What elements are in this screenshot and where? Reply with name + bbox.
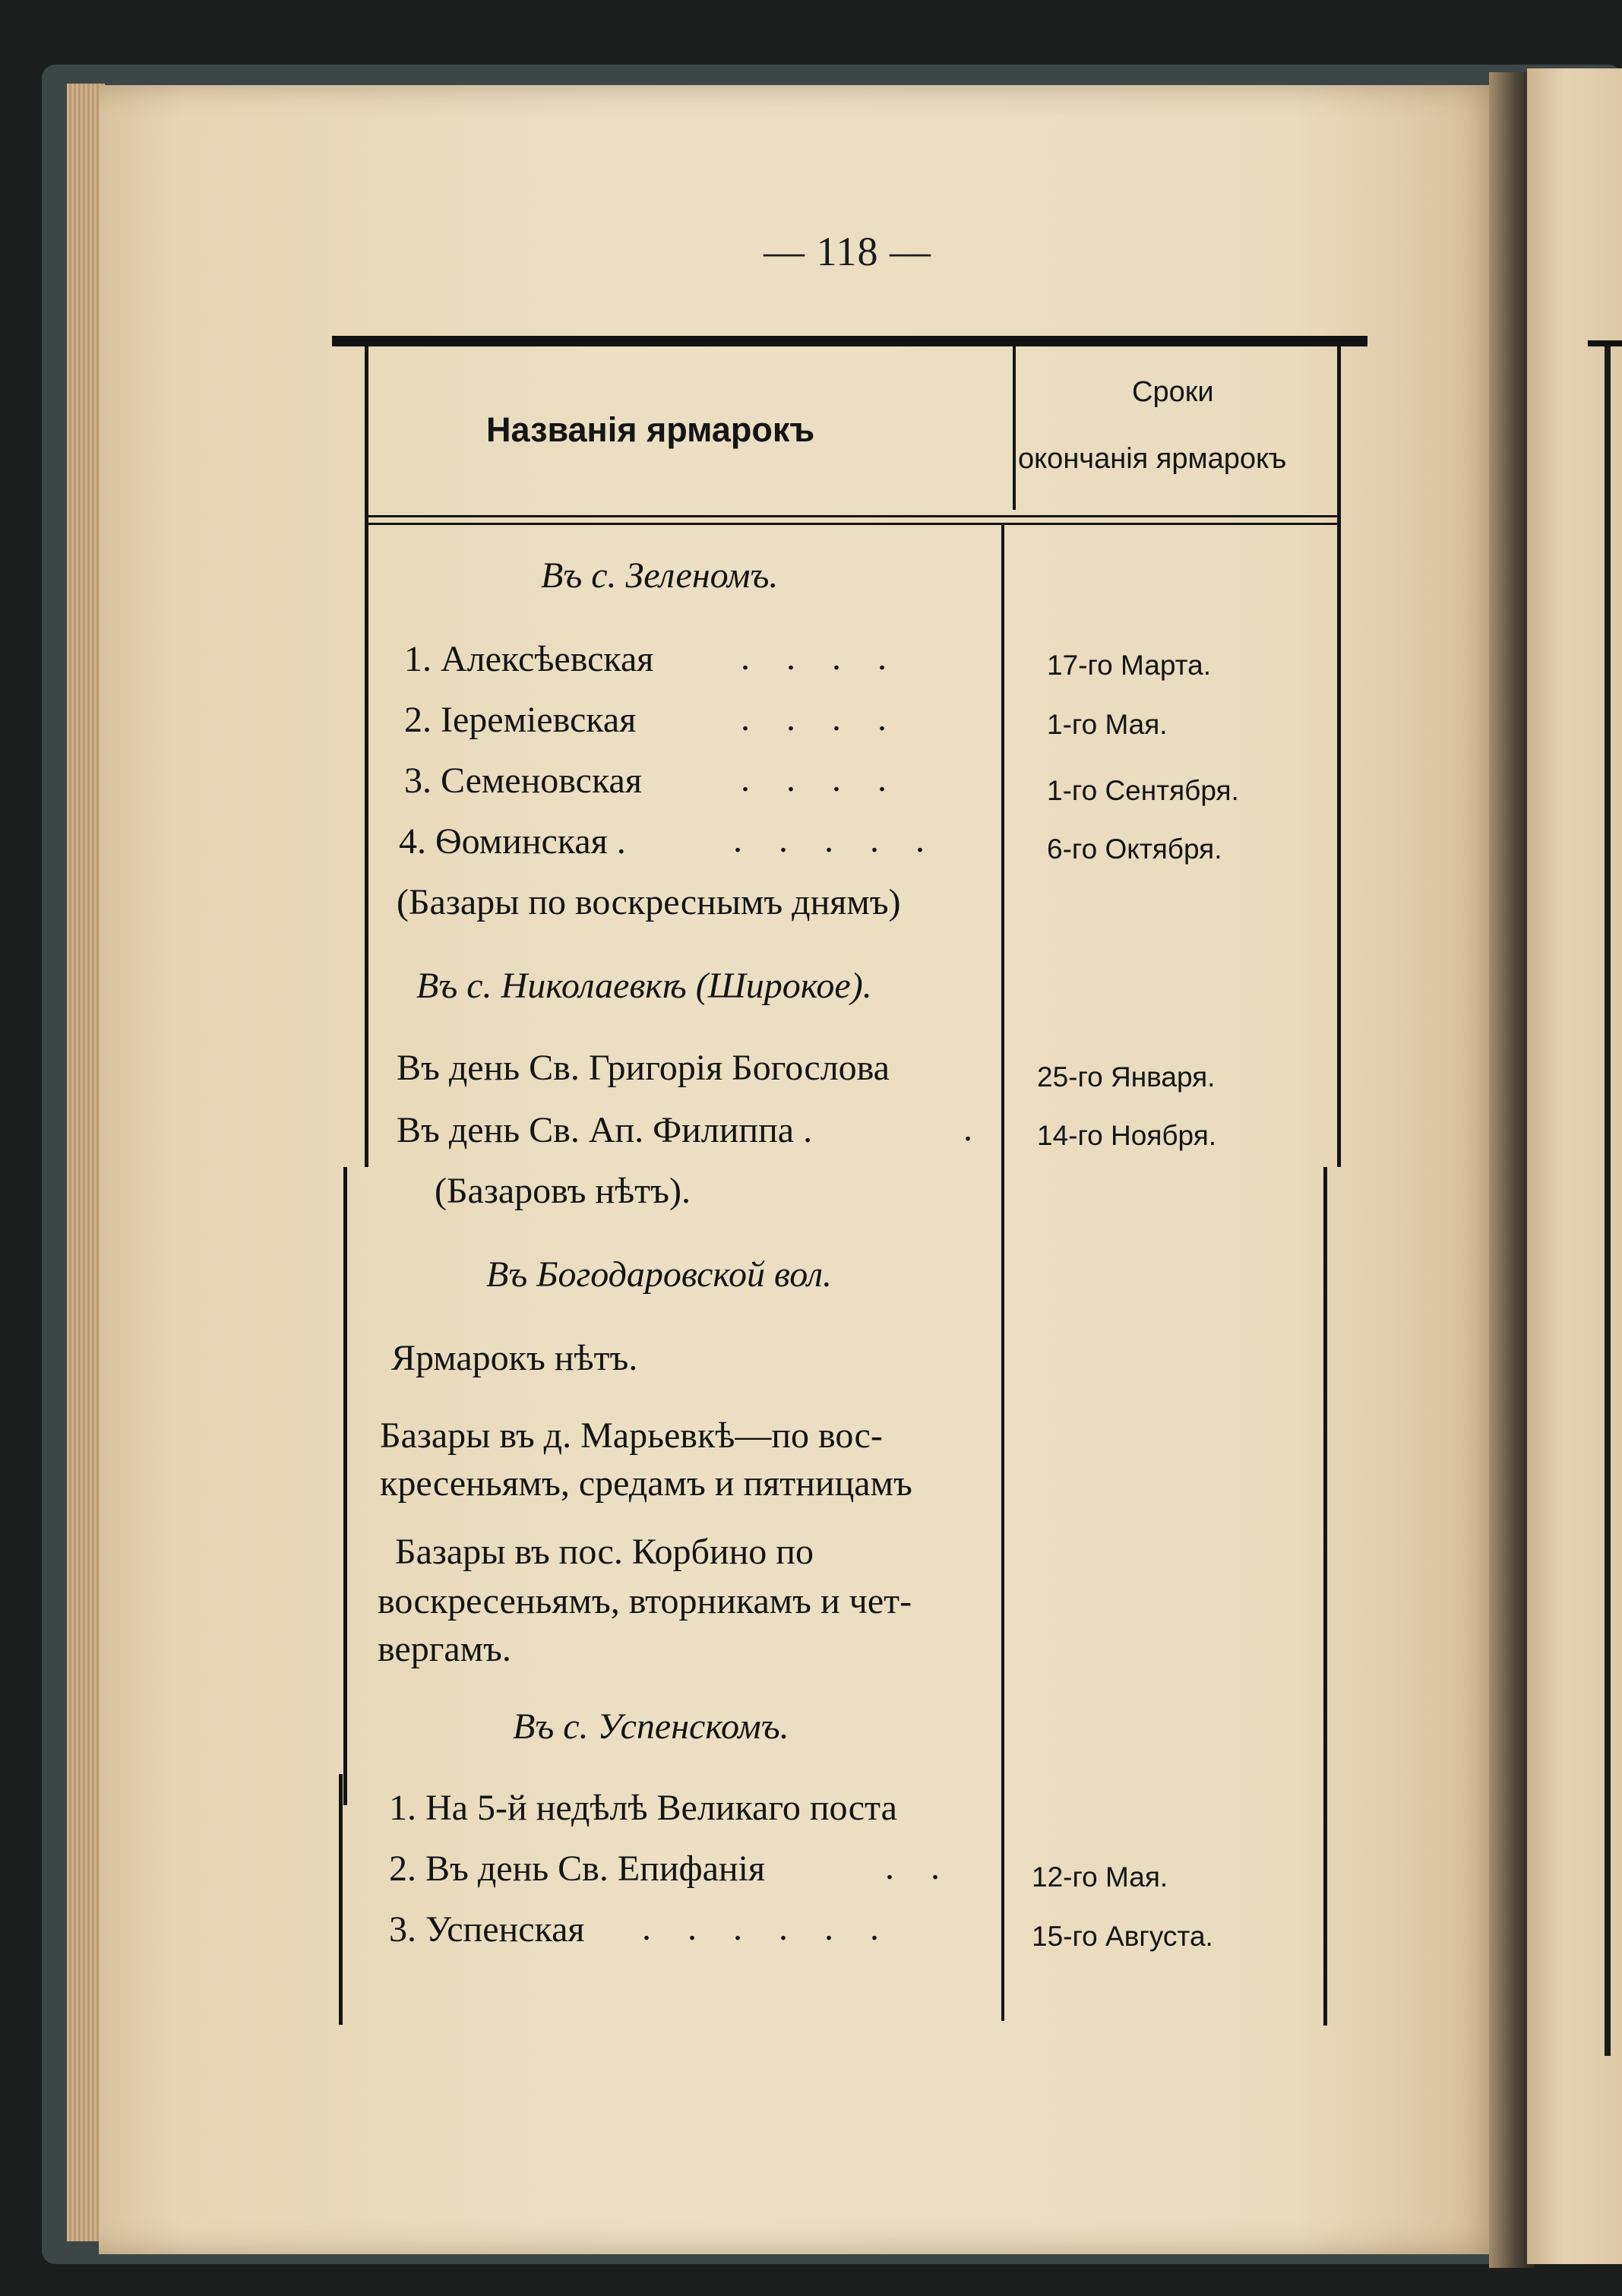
fair-date: 14-го Ноября.	[1037, 1120, 1217, 1151]
fair-date: 12-го Мая.	[1032, 1861, 1168, 1893]
bazaar-text-line: воскресеньямъ, вторникамъ и чет-	[378, 1581, 912, 1621]
table-left-border-middle	[343, 1167, 347, 1805]
bazaar-text-line: кресеньямъ, средамъ и пятницамъ	[380, 1463, 912, 1504]
fair-date: 25-го Января.	[1037, 1061, 1216, 1093]
bazaar-text-line: Базары въ пос. Корбино по	[395, 1532, 814, 1572]
fair-name: 2. Въ день Св. Епифанія	[389, 1849, 766, 1889]
table-right-border-lower	[1323, 1167, 1327, 2026]
no-fairs-note: Ярмарокъ нѣтъ.	[391, 1338, 638, 1378]
leader-dots: .	[963, 1108, 1009, 1149]
fair-date: 1-го Мая.	[1047, 709, 1168, 740]
table-top-rule	[332, 336, 1367, 346]
fair-date: 15-го Августа.	[1032, 1921, 1213, 1952]
fair-date: 6-го Октября.	[1047, 833, 1222, 865]
column-header-names: Названія ярмарокъ	[486, 410, 815, 449]
table-left-border-lower	[339, 1774, 343, 2025]
leader-dots: ......	[642, 1908, 915, 1948]
fair-name: 3. Успенская	[389, 1909, 585, 1950]
facing-page-column-line	[1605, 346, 1611, 2056]
section-heading-nikolaevka: Въ с. Николаевкѣ (Широкое).	[416, 966, 872, 1006]
section-heading-uspenskom: Въ с. Успенскомъ.	[513, 1706, 789, 1747]
fair-name: 1. Алексѣевская	[404, 639, 654, 679]
fair-name: Въ день Св. Григорія Богослова	[397, 1048, 890, 1088]
leader-dots: ....	[741, 698, 923, 738]
leader-dots: .....	[733, 820, 961, 860]
header-rule-2	[368, 523, 1339, 525]
fair-name: 3. Семеновская	[404, 761, 642, 801]
bazaar-text-line: вергамъ.	[378, 1629, 511, 1669]
table-left-border-upper	[365, 346, 368, 1167]
fair-name: 1. На 5-й недѣлѣ Великаго поста	[389, 1788, 897, 1828]
fair-date: 1-го Сентября.	[1047, 775, 1239, 806]
section-heading-bogodarovskoy: Въ Богодаровской вол.	[486, 1254, 832, 1295]
bazaar-note: (Базаровъ нѣтъ).	[435, 1171, 691, 1211]
table-right-border-upper	[1337, 346, 1341, 1167]
fair-name: 4. Ѳоминская .	[399, 821, 626, 862]
page-number: — 118 —	[764, 229, 931, 274]
header-rule-1	[368, 515, 1339, 517]
section-heading-zelenom: Въ с. Зеленомъ.	[541, 555, 779, 596]
fair-name: 2. Іереміевская	[404, 700, 637, 740]
table-column-divider	[1001, 524, 1004, 2021]
leader-dots: ..	[885, 1847, 976, 1887]
fair-date: 17-го Марта.	[1047, 650, 1211, 681]
bazaar-note: (Базары по воскреснымъ днямъ)	[397, 882, 901, 922]
facing-page-rule	[1588, 340, 1622, 346]
bazaar-text-line: Базары въ д. Марьевкѣ—по вос-	[380, 1415, 883, 1456]
column-header-dates-line2: окончанія ярмарокъ	[1018, 443, 1287, 475]
column-header-dates-line1: Сроки	[1132, 376, 1214, 408]
leader-dots: ....	[741, 637, 923, 678]
leader-dots: ....	[741, 759, 923, 799]
fair-name: Въ день Св. Ап. Филиппа .	[397, 1110, 813, 1150]
table-column-divider-header	[1013, 346, 1016, 510]
